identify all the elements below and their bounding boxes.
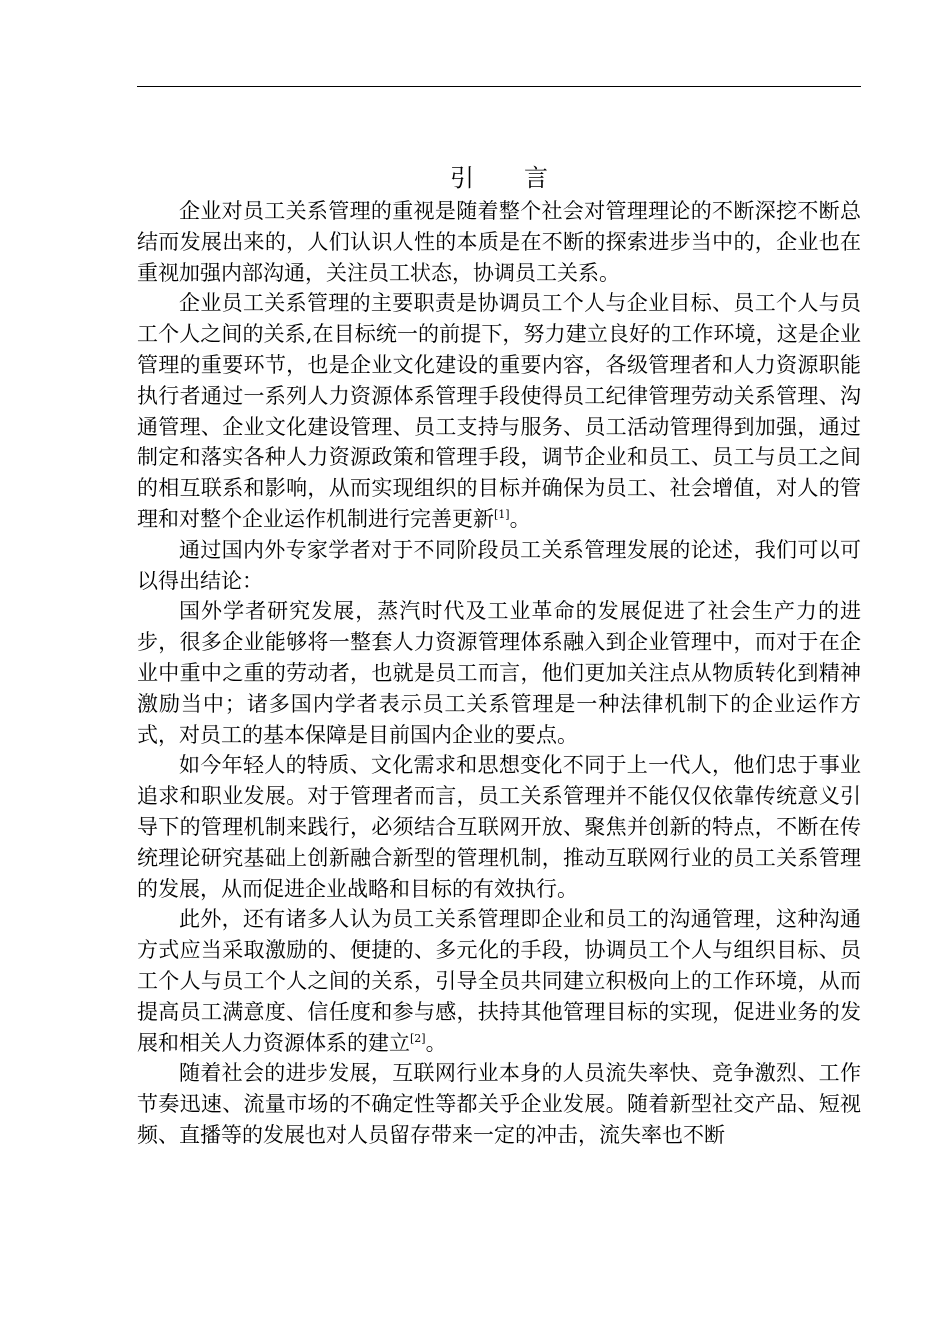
paragraph: 随着社会的进步发展，互联网行业本身的人员流失率快、竞争激烈、工作节奏迅速、流量市场的不确定性等都关乎企业发展。随着新型社交产品、短视频、直播等的发展也对人员留存带来一定的冲击，流失率也不断 bbox=[137, 1061, 861, 1147]
paragraph: 通过国内外专家学者对于不同阶段员工关系管理发展的论述，我们可以可以得出结论： bbox=[137, 537, 861, 593]
body-text bbox=[137, 196, 861, 1151]
paragraph: 国外学者研究发展，蒸汽时代及工业革命的发展促进了社会生产力的进步，很多企业能够将一整套人力资源管理体系融入到企业管理中，而对于在企业中重中之重的劳动者，也就是员工而言，他们更加关注点从物质转化到精神激励当中；诸多国内学者表示员工关系管理是一种法律机制下的企业运作方式，对员工的基本保障是目前国内企业的要点。 bbox=[137, 599, 861, 747]
paragraph: 此外，还有诸多人认为员工关系管理即企业和员工的沟通管理，这种沟通方式应当采取激励的、便捷的、多元化的手段，协调员工个人与组织目标、员工个人与员工个人之间的关系，引导全员共同建立积极向上的工作环境，从而提高员工满意度、信任度和参与感，扶持其他管理目标的实现，促进业务的发展和相关人力资源体系的建立[2]。 bbox=[137, 907, 861, 1055]
paragraph: 如今年轻人的特质、文化需求和思想变化不同于上一代人，他们忠于事业追求和职业发展。对于管理者而言，员工关系管理并不能仅仅依靠传统意义引导下的管理机制来践行，必须结合互联网开放、聚焦并创新的特点，不断在传统理论研究基础上创新融合新型的管理机制，推动互联网行业的员工关系管理的发展，从而促进企业战略和目标的有效执行。 bbox=[137, 753, 861, 901]
citation-ref: [1] bbox=[494, 507, 510, 521]
paragraph: 企业对员工关系管理的重视是随着整个社会对管理理论的不断深挖不断总结而发展出来的，人们认识人性的本质是在不断的探索进步当中的，企业也在重视加强内部沟通，关注员工状态，协调员工关系。 bbox=[137, 199, 861, 285]
citation-ref: [2] bbox=[410, 1031, 426, 1045]
header-rule bbox=[137, 86, 861, 87]
paragraph: 企业员工关系管理的主要职责是协调员工个人与企业目标、员工个人与员工个人之间的关系,在目标统一的前提下，努力建立良好的工作环境，这是企业管理的重要环节，也是企业文化建设的重要内容，各级管理者和人力资源职能执行者通过一系列人力资源体系管理手段使得员工纪律管理劳动关系管理、沟通管理、企业文化建设管理、员工支持与服务、员工活动管理得到加强，通过制定和落实各种人力资源政策和管理手段，调节企业和员工、员工与员工之间的相互联系和影响，从而实现组织的目标并确保为员工、社会增值，对人的管理和对整个企业运作机制进行完善更新[1]。 bbox=[137, 291, 861, 531]
section-title: 引言 bbox=[450, 164, 598, 192]
